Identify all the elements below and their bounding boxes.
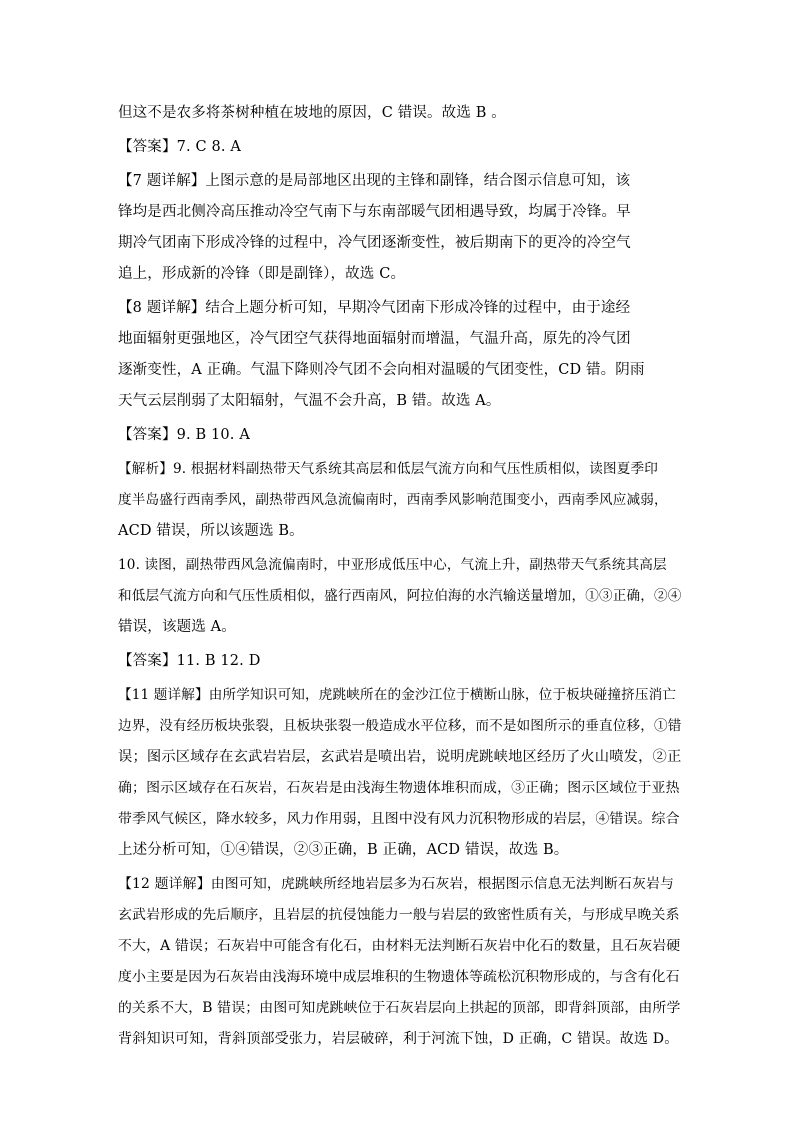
text-line: 玄武岩形成的先后顺序，且岩层的抗侵蚀能力一般与岩层的致密性质有关，与形成早晚关系 <box>118 907 680 923</box>
text-line: 【11 题详解】由所学知识可知，虎跳峡所在的金沙江位于横断山脉，位于板块碰撞挤压消亡 <box>118 687 677 703</box>
text-line: 度小主要是因为石灰岩由浅海环境中成层堆积的生物遗体等疏松沉积物形成的，与含有化石 <box>118 969 680 985</box>
text-line: 上述分析可知，①④错误，②③正确，B 正确，ACD 错误，故选 B。 <box>118 842 569 858</box>
answer-line: 【答案】7. C 8. A <box>118 139 242 155</box>
text-line: 确；图示区域存在石灰岩，石灰岩是由浅海生物遗体堆积而成，③正确；图示区域位于亚热 <box>118 780 680 796</box>
text-line: 10. 读图，副热带西风急流偏南时，中亚形成低压中心，气流上升，副热带天气系统其高层 <box>118 557 667 573</box>
text-line: 锋均是西北侧冷高压推动冷空气南下与东南部暖气团相遇导致，均属于冷锋。早 <box>118 204 631 220</box>
text-line: 【8 题详解】结合上题分析可知，早期冷气团南下形成冷锋的过程中，由于途经 <box>118 300 631 316</box>
answer-line: 【答案】11. B 12. D <box>118 653 261 669</box>
text-line: 但这不是农多将茶树种植在坡地的原因，C 错误。故选 B 。 <box>118 105 506 121</box>
text-line: 地面辐射更强地区，冷气团空气获得地面辐射而增温，气温升高，原先的冷气团 <box>118 331 631 347</box>
text-line: 的关系不大，B 错误；由图可知虎跳峡位于石灰岩层向上拱起的顶部，即背斜顶部，由所学 <box>118 1000 681 1016</box>
answer-line: 【答案】9. B 10. A <box>118 427 250 443</box>
text-line: 逐渐变性，A 正确。气温下降则冷气团不会向相对温暖的气团变性，CD 错。阴雨 <box>118 362 645 378</box>
text-line: ACD 错误，所以该题选 B。 <box>118 523 304 539</box>
text-line: 追上，形成新的冷锋（即是副锋），故选 C。 <box>118 266 406 282</box>
text-line: 期冷气团南下形成冷锋的过程中，冷气团逐渐变性，被后期南下的更冷的冷空气 <box>118 235 631 251</box>
text-line: 边界，没有经历板块张裂，且板块张裂一般造成水平位移，而不是如图所示的垂直位移，①错 <box>118 718 682 734</box>
text-line: 【7 题详解】上图示意的是局部地区出现的主锋和副锋，结合图示信息可知，该 <box>118 173 631 189</box>
text-line: 【解析】9. 根据材料副热带天气系统其高层和低层气流方向和气压性质相似，读图夏季印 <box>118 461 659 477</box>
text-line: 错误，该题选 A。 <box>118 619 236 635</box>
text-line: 【12 题详解】由图可知，虎跳峡所经地岩层多为石灰岩，根据图示信息无法判断石灰岩与 <box>118 876 675 892</box>
answer-explanation-text <box>118 98 684 1055</box>
text-line: 带季风气候区，降水较多，风力作用弱，且图中没有风力沉积物形成的岩层，④错误。综合 <box>118 811 680 827</box>
text-line: 天气云层削弱了太阳辐射，气温不会升高，B 错。故选 A。 <box>118 393 501 409</box>
text-line: 和低层气流方向和气压性质相似，盛行西南风，阿拉伯海的水汽输送量增加，①③正确，②④ <box>118 588 682 604</box>
text-line: 背斜知识可知，背斜顶部受张力，岩层破碎，利于河流下蚀，D 正确，C 错误。故选 D。 <box>118 1031 679 1047</box>
text-line: 误；图示区域存在玄武岩岩层，玄武岩是喷出岩，说明虎跳峡地区经历了火山喷发，②正 <box>118 749 682 765</box>
text-line: 度半岛盛行西南季风，副热带西风急流偏南时，西南季风影响范围变小，西南季风应减弱， <box>118 492 668 508</box>
text-line: 不大，A 错误；石灰岩中可能含有化石，由材料无法判断石灰岩中化石的数量，且石灰岩硬 <box>118 938 681 954</box>
